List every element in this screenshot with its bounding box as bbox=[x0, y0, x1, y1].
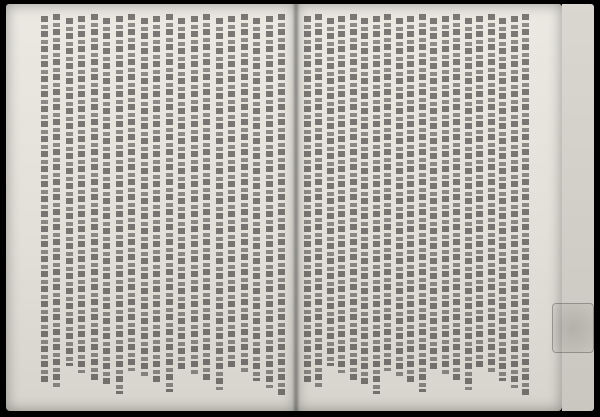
document-title bbox=[536, 14, 552, 184]
text-column bbox=[428, 18, 439, 369]
document-closing bbox=[20, 230, 34, 350]
document-date bbox=[566, 44, 584, 174]
text-column bbox=[394, 18, 405, 378]
text-column bbox=[214, 18, 225, 390]
text-column bbox=[440, 16, 451, 376]
text-column bbox=[126, 14, 137, 371]
text-column bbox=[114, 16, 125, 394]
text-column bbox=[474, 16, 485, 367]
text-column bbox=[405, 16, 416, 385]
text-column bbox=[451, 14, 462, 383]
text-column bbox=[139, 18, 150, 378]
text-column bbox=[201, 14, 212, 383]
text-column bbox=[51, 14, 62, 389]
text-column bbox=[239, 14, 250, 374]
text-column bbox=[497, 18, 508, 381]
text-column bbox=[313, 14, 324, 389]
text-column bbox=[89, 14, 100, 380]
text-column bbox=[101, 18, 112, 387]
text-column bbox=[264, 16, 275, 388]
text-column bbox=[64, 18, 75, 366]
text-column bbox=[151, 16, 162, 385]
text-column bbox=[251, 18, 262, 381]
text-column bbox=[189, 16, 200, 376]
text-column bbox=[348, 14, 359, 380]
text-column bbox=[276, 14, 287, 395]
page-fold bbox=[292, 4, 300, 411]
text-column bbox=[509, 16, 520, 388]
text-column bbox=[520, 14, 531, 395]
text-column bbox=[417, 14, 428, 392]
text-column bbox=[463, 18, 474, 390]
text-column bbox=[302, 16, 313, 382]
text-column bbox=[226, 16, 237, 367]
text-column bbox=[325, 18, 336, 366]
text-column bbox=[371, 16, 382, 394]
text-column bbox=[176, 18, 187, 369]
text-column bbox=[164, 14, 175, 392]
text-column bbox=[336, 16, 347, 373]
text-column bbox=[76, 16, 87, 373]
text-column bbox=[39, 16, 50, 382]
text-column bbox=[359, 18, 370, 387]
text-column bbox=[382, 14, 393, 371]
seal-stamp bbox=[552, 303, 594, 353]
text-column bbox=[486, 14, 497, 374]
